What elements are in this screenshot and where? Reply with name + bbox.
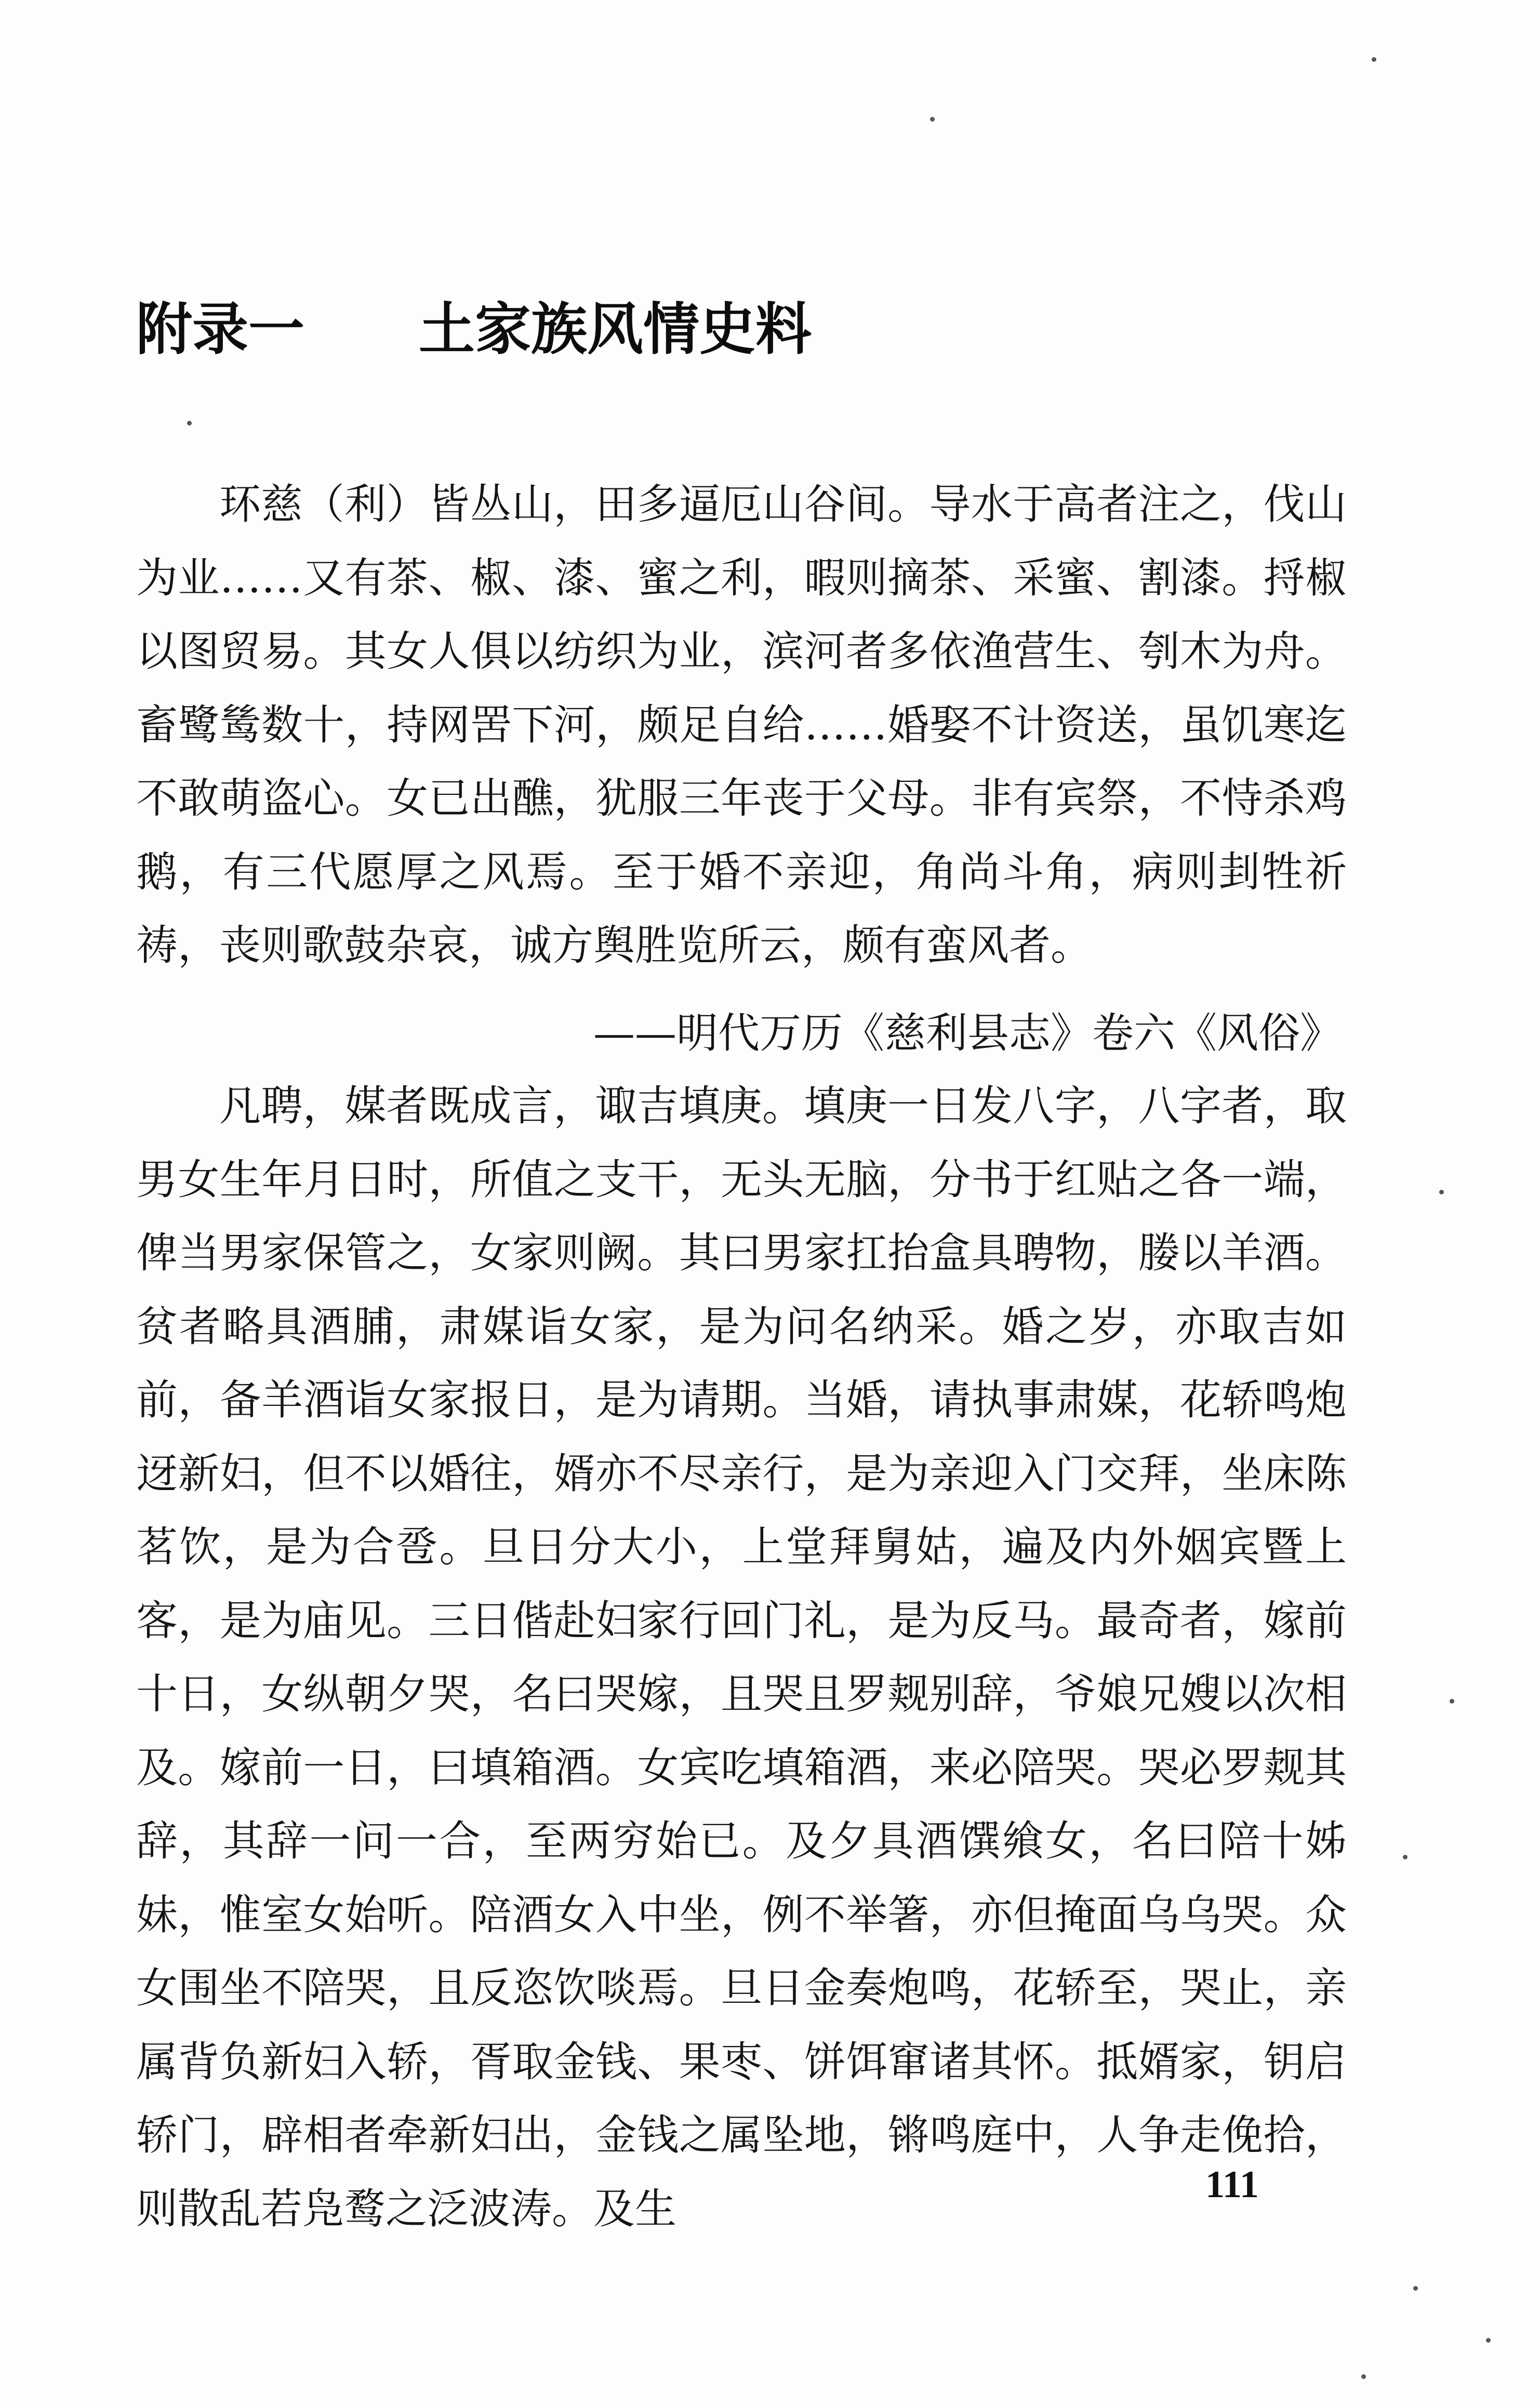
scan-speck bbox=[1450, 1699, 1454, 1704]
paragraph-2-text: 凡聘，媒者既成言，诹吉填庚。填庚一日发八字，八字者，取男女生年月日时，所值之支干，无头无脑，分书于红贴之各一端，俾当男家保管之，女家则阙。其曰男家扛抬盒具聘物，媵以羊酒。贫者略具酒脯，肃媒诣女家，是为问名纳采。婚之岁，亦取吉如前，备羊酒诣女家报日，是为请期。当婚，请执事肃媒，花轿鸣炮迓新妇，但不以婚往，婿亦不尽亲行，是为亲迎入门交拜，坐床陈茗饮，是为合卺。旦日分大小，上堂拜舅姑，遍及内外姻宾暨上客，是为庙见。三日偕赴妇家行回门礼，是为反马。最奇者，嫁前十日，女纵朝夕哭，名曰哭嫁，且哭且罗觌别辞，爷娘兄嫂以次相及。嫁前一日，曰填箱酒。女宾吃填箱酒，来必陪哭。哭必罗觌其辞，其辞一问一合，至两穷始已。及夕具酒馔飨女，名曰陪十姊妹，惟室女始听。陪酒女入中坐，例不举箸，亦但掩面乌乌哭。众女围坐不陪哭，且反恣饮啖焉。旦日金奏炮鸣，花轿至，哭止，亲属背负新妇入轿，胥取金钱、果枣、饼饵窜诸其怀。抵婿家，钥启轿门，辟相者牵新妇出，金钱之属坠地，锵鸣庭中，人争走俛拾，则散乱若凫鹜之泛波涛。及生 bbox=[136, 1082, 1347, 2233]
appendix-heading bbox=[136, 291, 812, 369]
scan-speck bbox=[1361, 2374, 1366, 2379]
source-citation: ——明代万历《慈利县志》卷六《风俗》 bbox=[593, 1009, 1342, 1057]
scan-speck bbox=[1486, 2338, 1491, 2343]
appendix-title: 土家族风情史料 bbox=[419, 297, 812, 362]
scan-speck bbox=[1413, 2286, 1418, 2291]
paragraph-1 bbox=[136, 468, 1347, 982]
page-number: 111 bbox=[1205, 2163, 1259, 2206]
scan-speck bbox=[1403, 1855, 1408, 1859]
paragraph-1-text: 环慈（利）皆丛山，田多逼厄山谷间。导水于高者注之，伐山为业……又有茶、椒、漆、蜜之利，暇则摘茶、采蜜、割漆。捋椒以图贸易。其女人俱以纺织为业，滨河者多依渔营生、刳木为舟。畜鹭鸶数十，持网罟下河，颇足自给……婚娶不计资送，虽饥寒迄不敢萌盗心。女已出醮，犹服三年丧于父母。非有宾祭，不恃杀鸡鹅，有三代愿厚之风焉。至于婚不亲迎，角尚斗角，病则刲牲祈祷，丧则歌鼓杂哀，诚方舆胜览所云，颇有蛮风者。 bbox=[136, 480, 1347, 969]
paragraph-2 bbox=[136, 1069, 1347, 2245]
scan-speck bbox=[930, 117, 935, 122]
appendix-label: 附录一 bbox=[136, 297, 305, 362]
scan-speck bbox=[1372, 57, 1376, 62]
scan-speck bbox=[187, 421, 192, 426]
scan-speck bbox=[1439, 1190, 1444, 1194]
